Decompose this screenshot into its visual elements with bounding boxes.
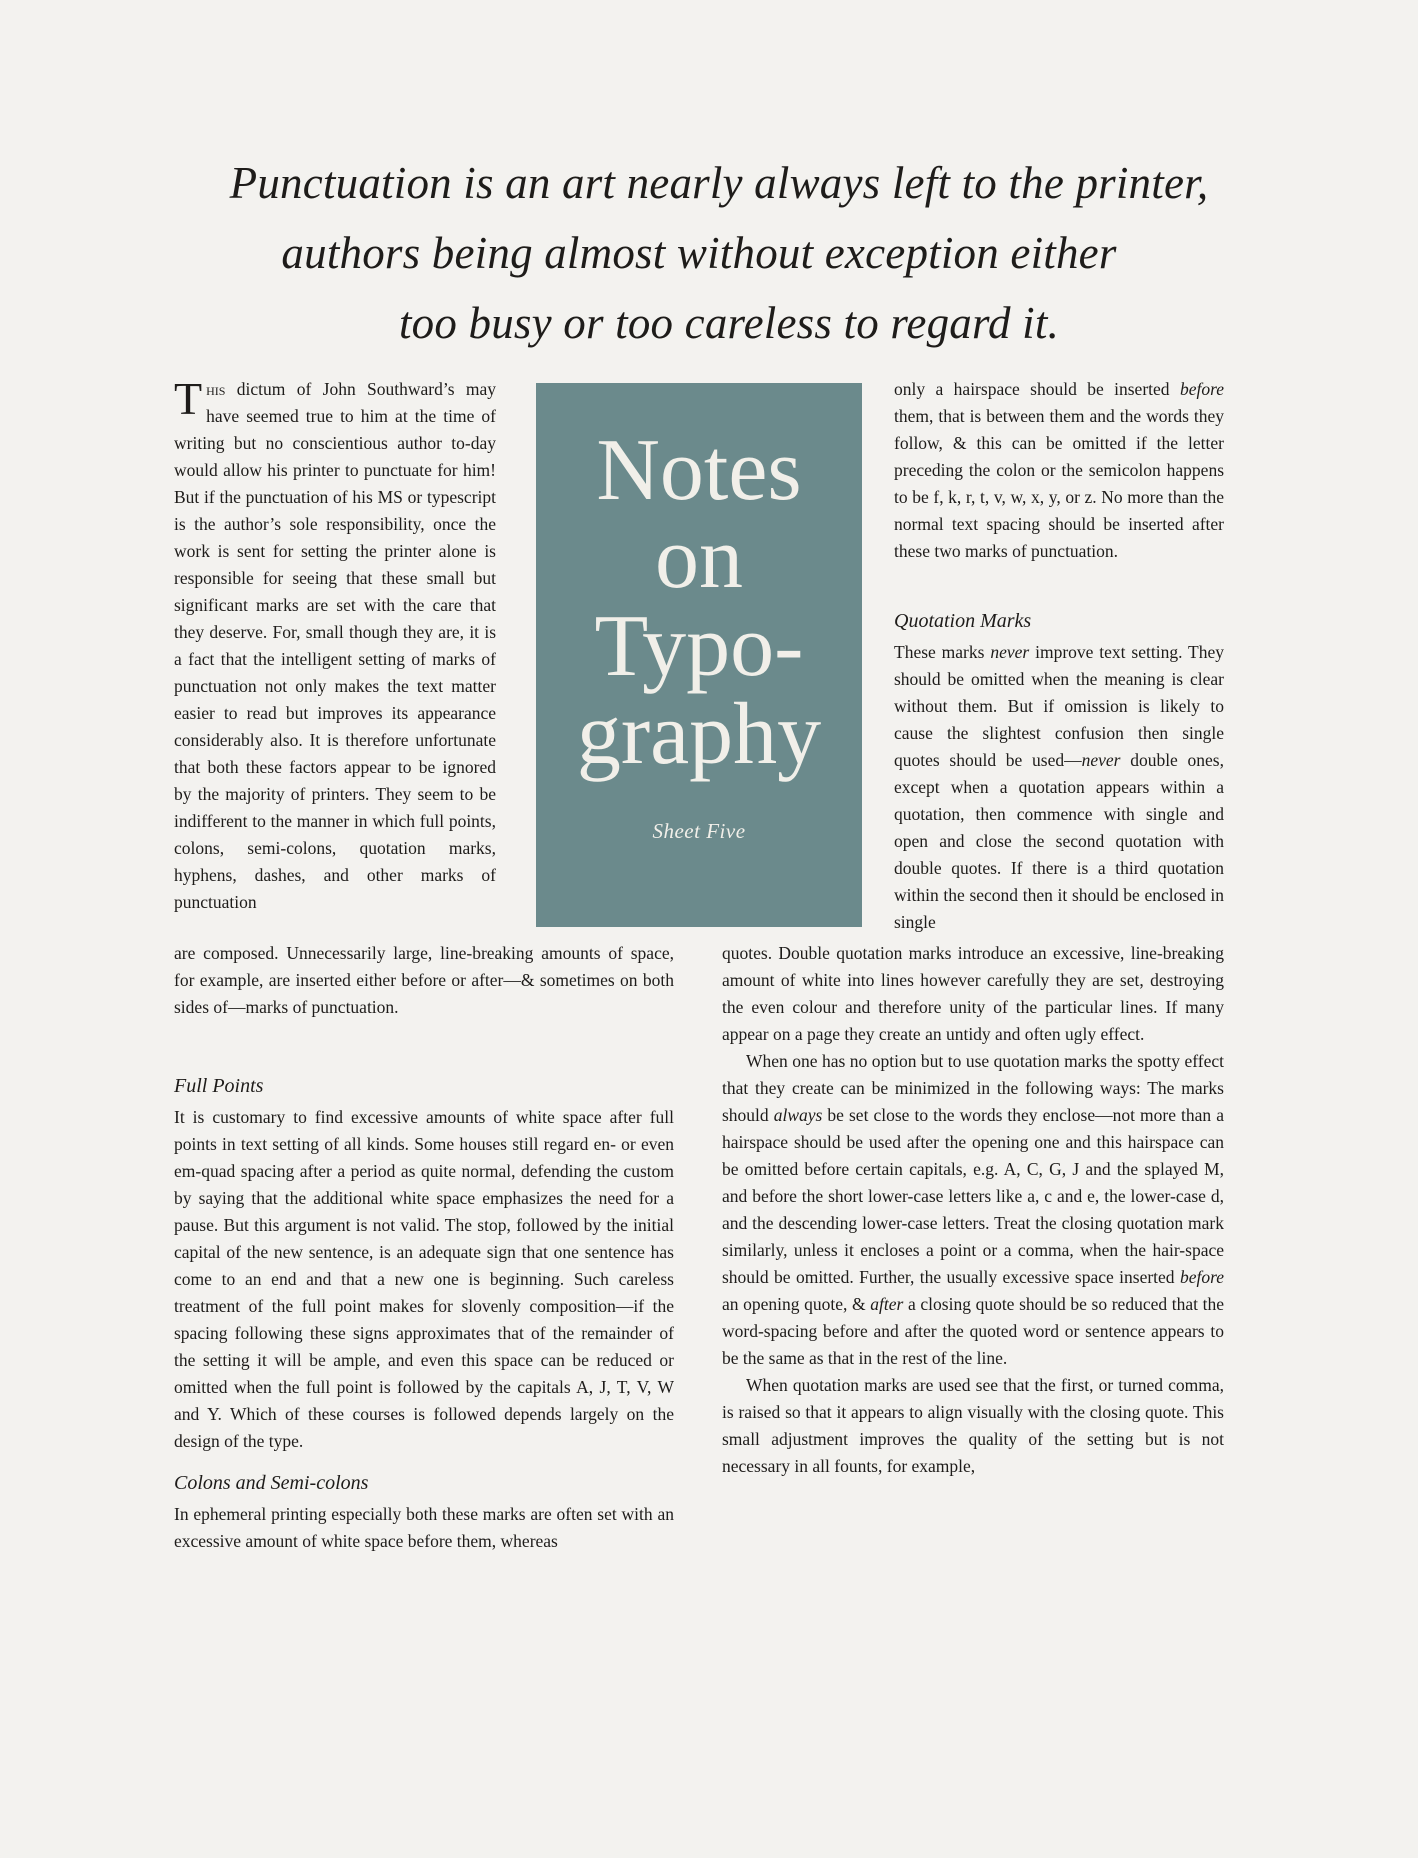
pull-quote	[0, 148, 1418, 358]
quotation-section-top	[894, 608, 1224, 936]
panel-title-line-4: graphy	[576, 686, 822, 783]
quotation-text-c: double ones, except when a quotation appears within a quotation, then commence with single and open and close the second quotation with double quotes. If there is a third quotation within the second then it should be enclosed in single	[894, 750, 1224, 932]
intro-wide-text: are composed. Unnecessarily large, line-breaking amounts of space, for example, are inserted either before or after—& sometimes on both sides of—marks of punctuation.	[174, 943, 674, 1017]
panel-title-line-3: Typo-	[594, 598, 804, 695]
notes-on-typography-panel	[536, 383, 862, 927]
pull-quote-line-1: Punctuation is an art nearly always left to the printer,	[229, 158, 1209, 208]
colons-section	[174, 1470, 674, 1555]
quotation-paragraph-2	[722, 1048, 1224, 1372]
quotation-em-1: never	[990, 642, 1030, 662]
quotation-p2-em-3: after	[870, 1294, 904, 1314]
intro-paragraph	[174, 373, 496, 916]
colons-text: In ephemeral printing especially both these marks are often set with an excessive amount of white space before them, whereas	[174, 1504, 674, 1551]
quotation-wide-text: quotes. Double quotation marks introduce an excessive, line-breaking amount of white into lines however carefully they are set, destroying the even colour and therefore unity of the particular lines. If many appear on a page they create an untidy and often ugly effect.	[722, 943, 1224, 1044]
intro-text: dictum of John Southward’s may have seemed true to him at the time of writing but no conscientious author to-day would allow his printer to punctuate for him! But if the punctuation of his MS or typescript is the author’s sole responsibility, once the work is sent for setting the printer alone is responsible for seeing that these small but significant marks are set with the care that they deserve. For, small though they are, it is a fact that the intelligent setting of marks of punctuation not only makes the text matter easier to read but improves its appearance considerably also. It is therefore unfortunate that both these factors appear to be ignored by the majority of printers. They seem to be indifferent to the manner in which full points, colons, semi-colons, quotation marks, hyphens, dashes, and other marks of punctuation	[174, 379, 496, 912]
quotation-p2-text-b: be set close to the words they enclose—not more than a hairspace should be used after the opening one and this hairspace can be omitted before certain capitals, e.g. A, C, G, J and the splayed M, and before the short lower-case letters like a, c and e, the lower-case d, and the descending lower-case letters. Treat the closing quotation mark similarly, unless it encloses a point or a comma, when the hair-space should be omitted. Further, the usually excessive space inserted	[722, 1105, 1224, 1287]
colons-cont-text-2: them, that is between them and the words they follow, & this can be omitted if the letter preceding the colon or the semicolon happens to be f, k, r, t, v, w, x, y, or z. No more than the normal text spacing should be inserted after these two marks of punctuation.	[894, 406, 1224, 561]
pull-quote-line-3: too busy or too careless to regard it.	[398, 298, 1060, 348]
drop-cap: T	[174, 373, 203, 424]
quotation-heading: Quotation Marks	[894, 610, 1032, 632]
full-points-heading: Full Points	[174, 1075, 264, 1097]
panel-title-line-1: Notes	[596, 422, 802, 519]
quotation-p2-text-c: an opening quote, &	[722, 1294, 871, 1314]
panel-title-line-2: on	[655, 510, 743, 607]
panel-subtitle: Sheet Five	[652, 819, 746, 843]
intro-continuation	[174, 940, 674, 1021]
quotation-p2-em-2: before	[1179, 1267, 1224, 1287]
pull-quote-line-2: authors being almost without exception either	[281, 228, 1117, 278]
panel-title	[536, 422, 862, 783]
full-points-section	[174, 1073, 674, 1455]
quotation-text-a: These marks	[894, 642, 991, 662]
colons-cont-text-1: only a hairspace should be inserted	[894, 379, 1180, 399]
quotation-p2-text-d: a closing quote should be so reduced that the word-spacing before and after the quoted word or sentence appears to be the same as that in the rest of the line.	[722, 1294, 1224, 1368]
quotation-p2-em-1: always	[773, 1105, 823, 1125]
quotation-p2-text-a: When one has no option but to use quotation marks the spotty effect that they create can be minimized in the following ways: The marks should	[722, 1051, 1224, 1125]
intro-smallcaps: his	[206, 380, 226, 399]
full-points-text: It is customary to find excessive amounts of white space after full points in text setting of all kinds. Some houses still regard en- or even em-quad spacing after a period as quite normal, defending the custom by saying that the additional white space emphasizes the need for a pause. But this argument is not valid. The stop, followed by the initial capital of the new sentence, is an adequate sign that one sentence has come to an end and that a new one is beginning. Such careless treatment of the full point makes for slovenly composition—if the spacing following these signs approximates that of the remainder of the setting it will be ample, and even this space can be reduced or omitted when the full point is followed by the capitals A, J, T, V, W and Y. Which of these courses is followed depends largely on the design of the type.	[174, 1107, 674, 1451]
quotation-em-2: never	[1081, 750, 1121, 770]
quotation-section-continued	[722, 940, 1224, 1480]
colons-heading: Colons and Semi-colons	[174, 1472, 369, 1494]
colons-continuation	[894, 376, 1224, 565]
colons-cont-emphasis: before	[1179, 379, 1224, 399]
quotation-paragraph-3: When quotation marks are used see that the first, or turned comma, is raised so that it appears to align visually with the closing quote. This small adjustment improves the quality of the setting but is not necessary in all founts, for example,	[722, 1375, 1224, 1476]
quotation-text-b: improve text setting. They should be omitted when the meaning is clear without them. But if omission is likely to cause the slightest confusion then single quotes should be used—	[894, 642, 1224, 770]
